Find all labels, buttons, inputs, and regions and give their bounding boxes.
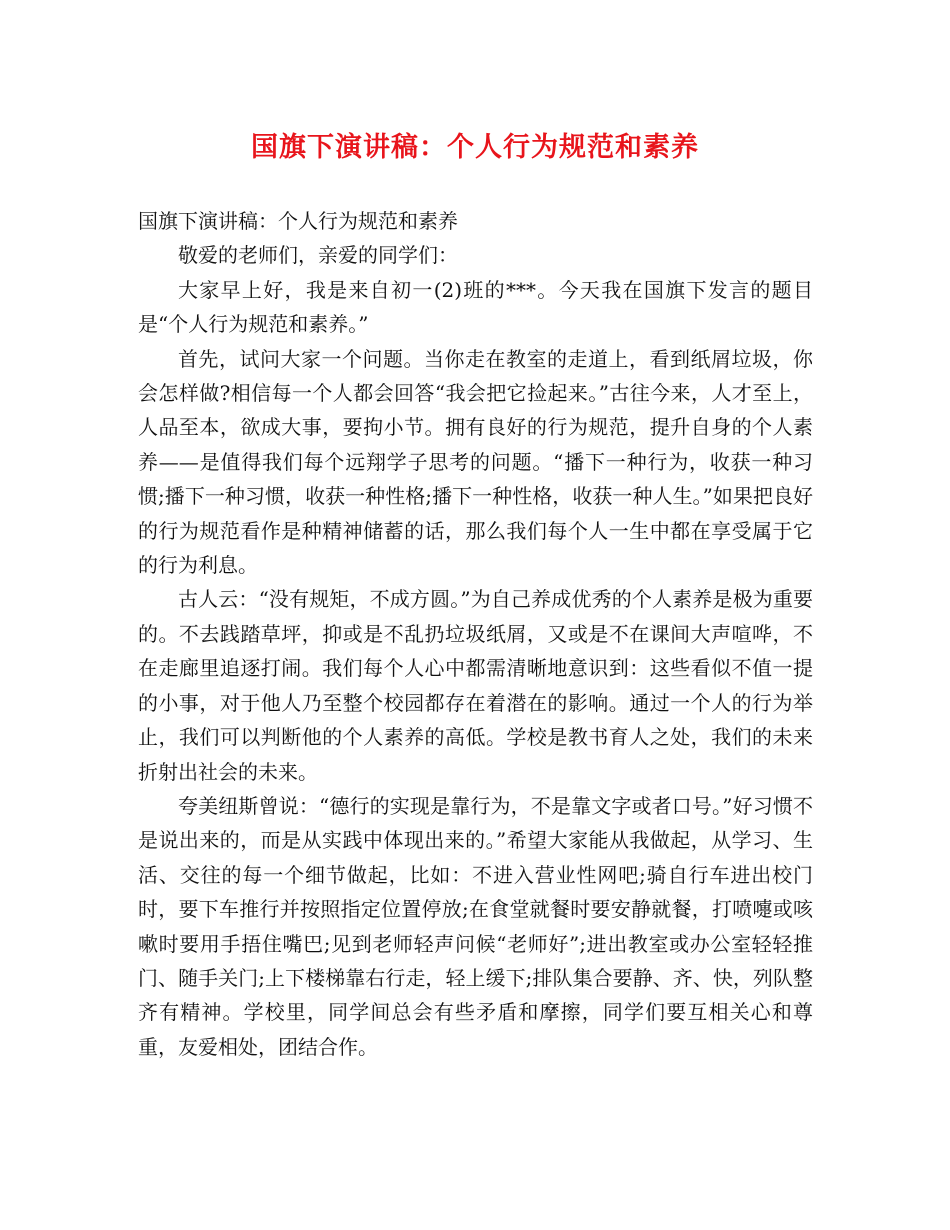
paragraph-habits: 夸美纽斯曾说：“德行的实现是靠行为，不是靠文字或者口号。”好习惯不是说出来的，而是从实践中体现出来的。”希望大家能从我做起，从学习、生活、交往的每一个细节做起，比如：不进入营业性网吧;骑自行车进出校门时，要下车推行并按照指定位置停放;在食堂就餐时要安静就餐，打喷嚏或咳嗽时要用手捂住嘴巴;见到老师轻声问候“老师好”;进出教室或办公室轻轻推门、随手关门;上下楼梯靠右行走，轻上缓下;排队集合要静、齐、快，列队整齐有精神。学校里，同学间总会有些矛盾和摩擦，同学们要互相关心和尊重，友爱相处，团结合作。 — [138, 793, 813, 1059]
paragraph-salutation: 敬爱的老师们，亲爱的同学们： — [178, 243, 458, 268]
document-body — [138, 204, 813, 1064]
document-title: 国旗下演讲稿：个人行为规范和素养 — [251, 132, 699, 163]
paragraph-heading: 国旗下演讲稿：个人行为规范和素养 — [138, 209, 458, 233]
paragraph-rules: 古人云：“没有规矩，不成方圆。”为自己养成优秀的个人素养是极为重要的。不去践踏草坪，抑或是不乱扔垃圾纸屑，又或是不在课间大声喧哗，不在走廊里追逐打闹。我们每个人心中都需清晰地意识到：这些看似不值一提的小事，对于他人乃至整个校园都存在着潜在的影响。通过一个人的行为举止，我们可以判断他的个人素养的高低。学校是教书育人之处，我们的未来折射出社会的未来。 — [138, 587, 813, 784]
paragraph-greeting: 大家早上好，我是来自初一(2)班的***。今天我在国旗下发言的题目是“个人行为规范和素养。” — [138, 277, 813, 337]
paragraph-question: 首先，试问大家一个问题。当你走在教室的走道上，看到纸屑垃圾，你会怎样做?相信每一个人都会回答“我会把它捡起来。”古往今来，人才至上，人品至本，欲成大事，要拘小节。拥有良好的行为规范，提升自身的个人素养——是值得我们每个远翔学子思考的问题。“播下一种行为，收获一种习惯;播下一种习惯，收获一种性格;播下一种性格，收获一种人生。”如果把良好的行为规范看作是种精神储蓄的话，那么我们每个人一生中都在享受属于它的行为利息。 — [138, 346, 813, 578]
